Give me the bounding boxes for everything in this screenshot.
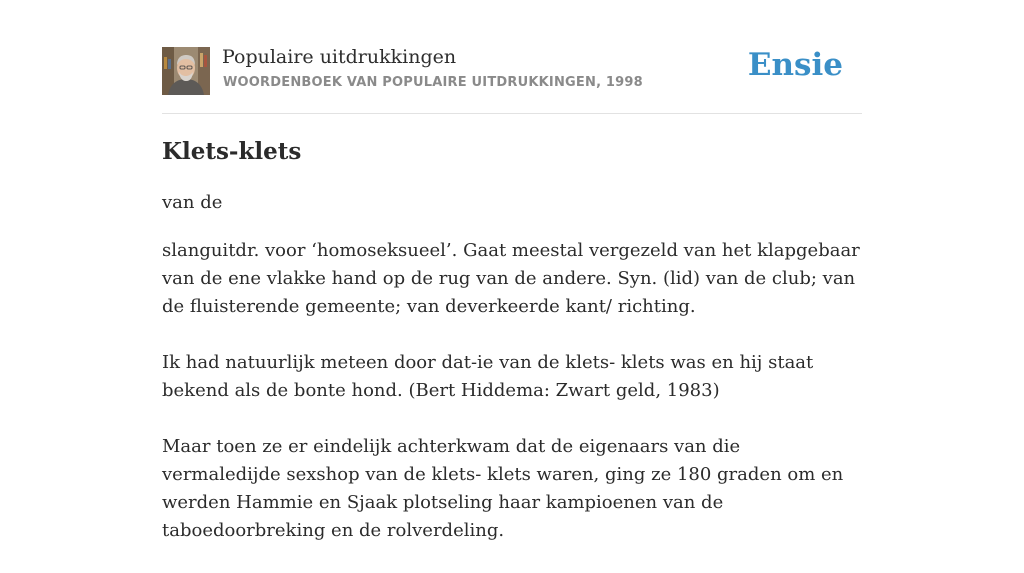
source-title[interactable]: Populaire uitdrukkingen [222,46,457,68]
author-avatar[interactable] [162,47,210,95]
source-subtitle: WOORDENBOEK VAN POPULAIRE UITDRUKKINGEN, 1998 [223,75,643,90]
entry-lead: van de [162,192,223,213]
author-portrait-icon [162,47,210,95]
entry-paragraph-quote-1: Ik had natuurlijk meteen door dat-ie van de klets- klets was en hij staat bekend als de bonte hond. (Bert Hiddema: Zwart geld, 1983) [162,352,814,401]
source-header [162,0,862,114]
page [162,0,862,541]
entry-paragraph-quote-2: Maar toen ze er eindelijk achterkwam dat de eigenaars van die vermaledijde sexshop van de klets- klets waren, ging ze 180 graden om en werden Hammie en Sjaak plotseling haar kampioenen van de taboedoorbreking en de rolverdeling. [162,436,844,541]
entry-body [162,237,862,573]
ensie-logo-link[interactable]: Ensie [747,47,843,83]
entry-paragraph-definition: slanguitdr. voor ‘homoseksueel’. Gaat meestal vergezeld van het klapgebaar van de ene vlakke hand op de rug van de andere. Syn. (lid) van de club; van de fluisterende gemeente; van deverkeerde kant/ richting. [162,240,860,317]
entry-title: Klets-klets [162,138,302,165]
